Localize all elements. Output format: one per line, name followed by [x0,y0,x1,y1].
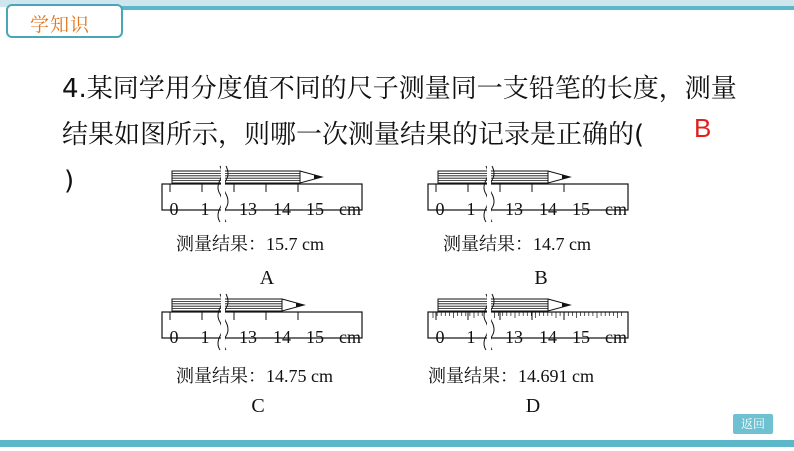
tick-label: 1 [466,199,476,219]
tick-label: 15 [572,327,590,347]
option-label: B [534,267,548,289]
break-gap [487,166,491,224]
ruler-body [162,184,362,210]
ruler-panel-b [428,166,628,289]
answer-mark: B [694,113,712,143]
tick-label: cm [339,199,361,219]
break-gap [221,294,225,352]
tick-label: 14 [539,199,557,219]
tick-label: 1 [466,327,476,347]
tick-label: cm [339,327,361,347]
break-gap [487,294,491,352]
pencil-lead [314,175,322,180]
section-tab-label: 学知识 [30,14,91,36]
option-label: C [251,395,265,417]
tick-label: 14 [273,327,291,347]
tick-label: 15 [306,199,324,219]
ruler-body [428,312,628,338]
tick-label: 14 [273,199,291,219]
tick-label: 15 [572,199,590,219]
result-label: 测量结果：15.7 cm [176,234,324,254]
tick-label: 1 [200,327,210,347]
break-gap [221,166,225,224]
result-label: 测量结果：14.75 cm [176,366,333,386]
question-paren-close: ) [64,166,75,196]
tick-label: 15 [306,327,324,347]
pencil-lead [562,303,570,308]
tick-label: 1 [200,199,210,219]
result-label: 测量结果：14.7 cm [443,234,591,254]
tick-label: 0 [169,327,179,347]
pencil-lead [562,175,570,180]
tick-label: 13 [505,199,523,219]
tick-label: cm [605,327,627,347]
tick-label: cm [605,199,627,219]
tick-label: 13 [505,327,523,347]
tick-label: 13 [239,327,257,347]
option-label: A [259,267,275,289]
tick-label: 0 [435,327,445,347]
bottom-bar [0,440,794,447]
tick-label: 14 [539,327,557,347]
tick-label: 13 [239,199,257,219]
ruler-panel-d [428,294,628,417]
return-button[interactable]: 返回 [733,414,773,434]
ruler-body [162,312,362,338]
option-label: D [525,395,541,417]
question-text: 4.某同学用分度值不同的尺子测量同一支铅笔的长度，测量结果如图所示，则哪一次测量结果的记录是正确的( [62,74,737,150]
pencil-body [172,171,300,183]
tick-label: 0 [435,199,445,219]
pencil-lead [296,303,304,308]
result-label: 测量结果：14.691 cm [428,366,594,386]
ruler-body [428,184,628,210]
ruler-panel-a [162,166,362,289]
tick-label: 0 [169,199,179,219]
ruler-panel-c [162,294,362,417]
